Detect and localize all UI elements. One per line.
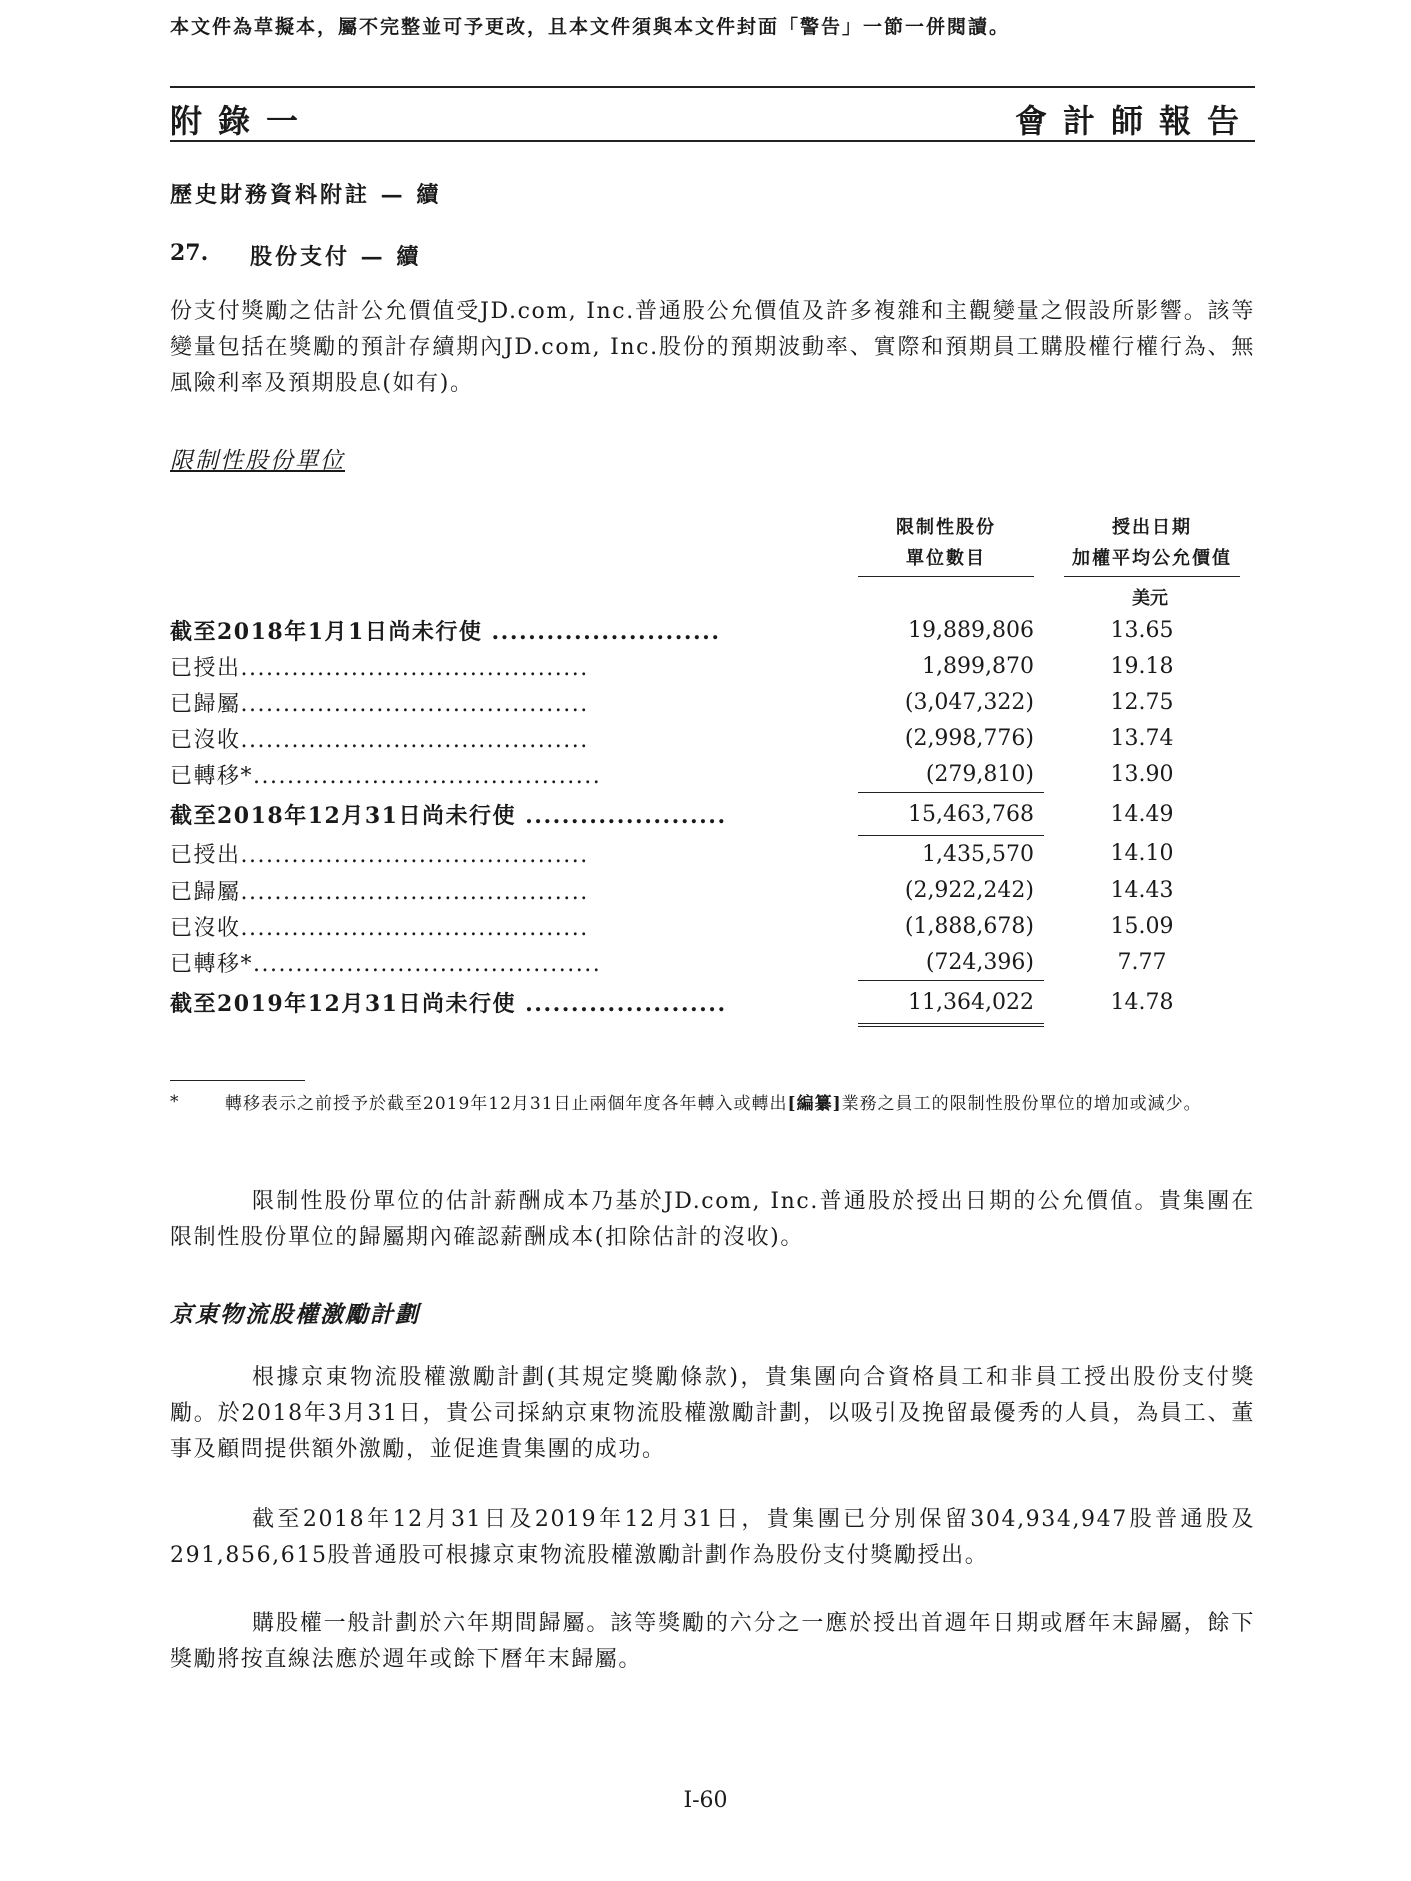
table-row — [170, 908, 1212, 944]
rsu-compensation-paragraph — [170, 1184, 1255, 1256]
table-row — [170, 756, 1212, 793]
section-title: 股份支付 — 續 — [250, 244, 422, 270]
row-units: (2,922,242) — [904, 877, 1034, 903]
row-units: 15,463,768 — [858, 793, 1044, 836]
units-header-line1: 限制性股份 — [896, 517, 996, 538]
row-label: 已轉移*......................................... — [170, 763, 602, 789]
row-price: 7.77 — [1117, 949, 1167, 975]
fair-value-column-header — [1064, 512, 1240, 574]
fair-value-header-underline — [1064, 576, 1240, 577]
row-units: 19,889,806 — [908, 617, 1034, 643]
intro-text: 份支付獎勵之估計公允價值受JD.com, Inc.普通股公允價值及許多複雜和主觀變量之假設所影響。該等變量包括在獎勵的預計存續期內JD.com, Inc.股份的預期波動率、實際和預期員工購股權行權行為、無風險利率及預期股息(如有)。 — [170, 299, 1255, 396]
table-row — [170, 836, 1212, 873]
row-label: 已轉移*......................................... — [170, 951, 602, 977]
row-units: (3,047,322) — [904, 689, 1034, 715]
fair-value-header-line1: 授出日期 — [1112, 517, 1192, 538]
footnote-redacted: [編纂] — [787, 1094, 842, 1114]
units-header-underline — [858, 576, 1034, 577]
section-number: 27. — [170, 240, 209, 266]
fair-value-header-line2: 加權平均公允價值 — [1072, 548, 1232, 569]
footnote-text-after: 業務之員工的限制性股份單位的增加或減少。 — [841, 1094, 1202, 1114]
row-units: 11,364,022 — [858, 981, 1044, 1026]
rsu-heading: 限制性股份單位 — [170, 448, 345, 474]
page-number: I-60 — [683, 1788, 728, 1813]
row-units: (1,888,678) — [904, 913, 1034, 939]
header-rule — [170, 140, 1255, 142]
row-price: 14.10 — [1110, 841, 1174, 867]
notes-subtitle: 歷史財務資料附註 — 續 — [170, 182, 442, 208]
table-row — [170, 872, 1212, 908]
row-label: 已授出......................................... — [170, 843, 589, 869]
row-units: 1,899,870 — [922, 653, 1034, 679]
table-row — [170, 720, 1212, 756]
table-row — [170, 981, 1212, 1026]
row-label: 截至2019年12月31日尚未行使 ...................... — [170, 991, 727, 1018]
footnote-text — [225, 1088, 1255, 1120]
row-price: 12.75 — [1110, 689, 1174, 715]
units-column-header — [858, 512, 1034, 574]
row-label: 截至2018年12月31日尚未行使 ...................... — [170, 802, 727, 829]
row-units: 1,435,570 — [858, 836, 1044, 873]
currency-label: 美元 — [1132, 588, 1168, 609]
logistics-text-3: 購股權一般計劃於六年期間歸屬。該等獎勵的六分之一應於授出首週年日期或曆年末歸屬，餘下獎勵將按直線法應於週年或餘下曆年末歸屬。 — [170, 1611, 1255, 1672]
row-price: 15.09 — [1110, 913, 1174, 939]
logistics-paragraph-3 — [170, 1606, 1255, 1678]
footnote-text-before: 轉移表示之前授予於截至2019年12月31日止兩個年度各年轉入或轉出 — [225, 1094, 788, 1114]
row-label: 已歸屬......................................... — [170, 691, 589, 717]
appendix-title: 附錄一 — [170, 102, 315, 140]
footnote-rule — [170, 1080, 305, 1081]
row-price: 13.74 — [1110, 725, 1174, 751]
logistics-paragraph-2 — [170, 1502, 1255, 1574]
row-price: 14.49 — [1110, 801, 1174, 827]
draft-warning: 本文件為草擬本，屬不完整並可予更改，且本文件須與本文件封面「警告」一節一併閱讀。 — [170, 16, 1011, 38]
logistics-text-2: 截至2018年12月31日及2019年12月31日，貴集團已分別保留304,934,947股普通股及291,856,615股普通股可根據京東物流股權激勵計劃作為股份支付獎勵授出。 — [170, 1507, 1255, 1568]
rsu-compensation-text: 限制性股份單位的估計薪酬成本乃基於JD.com, Inc.普通股於授出日期的公允價值。貴集團在限制性股份單位的歸屬期內確認薪酬成本(扣除估計的沒收)。 — [170, 1189, 1255, 1250]
logistics-paragraph-1 — [170, 1360, 1255, 1468]
row-label: 已沒收......................................... — [170, 915, 589, 941]
row-label: 截至2018年1月1日尚未行使 ......................... — [170, 618, 721, 645]
row-price: 19.18 — [1110, 653, 1174, 679]
report-title: 會計師報告 — [1014, 102, 1255, 140]
table-row — [170, 684, 1212, 720]
row-price: 14.78 — [1110, 990, 1174, 1016]
footnote-marker: * — [170, 1092, 179, 1112]
top-rule — [170, 86, 1255, 88]
table-row — [170, 612, 1212, 648]
row-units: (279,810) — [925, 761, 1034, 787]
units-header-line2: 單位數目 — [906, 548, 986, 569]
rsu-table — [170, 612, 1212, 1027]
logistics-plan-heading: 京東物流股權激勵計劃 — [170, 1301, 420, 1328]
table-row — [170, 793, 1212, 836]
table-row — [170, 944, 1212, 981]
row-price: 13.65 — [1110, 617, 1174, 643]
row-label: 已歸屬......................................... — [170, 879, 589, 905]
row-price: 13.90 — [1110, 761, 1174, 787]
table-row — [170, 648, 1212, 684]
row-units: (724,396) — [925, 949, 1034, 975]
logistics-text-1: 根據京東物流股權激勵計劃(其規定獎勵條款)，貴集團向合資格員工和非員工授出股份支付獎勵。於2018年3月31日，貴公司採納京東物流股權激勵計劃，以吸引及挽留最優秀的人員，為員工、董事及顧問提供額外激勵，並促進貴集團的成功。 — [170, 1365, 1255, 1462]
row-units: (2,998,776) — [904, 725, 1034, 751]
row-price: 14.43 — [1110, 877, 1174, 903]
row-label: 已授出......................................... — [170, 655, 589, 681]
intro-paragraph — [170, 294, 1255, 402]
row-label: 已沒收......................................... — [170, 727, 589, 753]
